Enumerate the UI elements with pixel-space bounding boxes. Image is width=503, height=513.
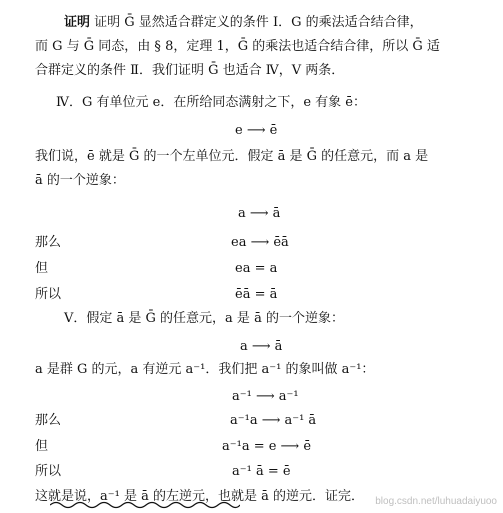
equation-1: e ⟶ ē bbox=[235, 123, 278, 138]
label-then-1: 那么 bbox=[35, 235, 62, 250]
proof-line-2: 而 G 与 Ḡ 同态，由 § 8，定理 1，Ḡ 的乘法也适合结合律，所以 Ḡ 适 bbox=[35, 39, 440, 54]
handwritten-underline bbox=[50, 500, 240, 510]
proof-line-6: ā 的一个逆象： bbox=[35, 173, 125, 188]
proof-line-1 bbox=[64, 16, 423, 29]
section-iv-heading: Ⅳ．G 有单位元 e．在所给同态满射之下，e 有象 ē： bbox=[56, 95, 366, 110]
equation-6: a ⟶ ā bbox=[240, 339, 283, 354]
equation-8: a⁻¹a ⟶ a⁻¹ ā bbox=[230, 413, 317, 428]
equation-7: a⁻¹ ⟶ a⁻¹ bbox=[232, 389, 299, 404]
proof-line-8: a 是群 G 的元，a 有逆元 a⁻¹．我们把 a⁻¹ 的象叫做 a⁻¹： bbox=[35, 362, 375, 377]
proof-line-3: 合群定义的条件 Ⅱ．我们证明 Ḡ 也适合 Ⅳ，Ⅴ 两条． bbox=[35, 63, 345, 78]
equation-4: ea = a bbox=[235, 261, 278, 276]
watermark-text: blog.csdn.net/luhuadaiyuoo bbox=[375, 496, 497, 507]
label-so-1: 所以 bbox=[35, 287, 62, 302]
equation-5: ēā = ā bbox=[235, 287, 278, 302]
section-v-heading: Ⅴ．假定 ā 是 Ḡ 的任意元，a 是 ā 的一个逆象： bbox=[64, 311, 344, 326]
proof-label: 证明 bbox=[64, 15, 91, 30]
label-then-2: 那么 bbox=[35, 413, 62, 428]
proof-text-1: 证明 Ḡ 显然适合群定义的条件 I．G 的乘法适合结合律， bbox=[94, 15, 423, 30]
proof-line-5: 我们说，ē 就是 Ḡ 的一个左单位元．假定 ā 是 Ḡ 的任意元，而 a 是 bbox=[35, 149, 429, 164]
label-but-2: 但 bbox=[35, 439, 49, 454]
equation-10: a⁻¹ ā = ē bbox=[232, 464, 291, 479]
proof-conclusion: 这就是说，a⁻¹ 是 ā 的左逆元，也就是 ā 的逆元．证完． bbox=[35, 489, 364, 504]
label-but-1: 但 bbox=[35, 261, 49, 276]
equation-3: ea ⟶ ēā bbox=[231, 235, 289, 250]
equation-9: a⁻¹a = e ⟶ ē bbox=[222, 439, 312, 454]
label-so-2: 所以 bbox=[35, 464, 62, 479]
equation-2: a ⟶ ā bbox=[238, 206, 281, 221]
